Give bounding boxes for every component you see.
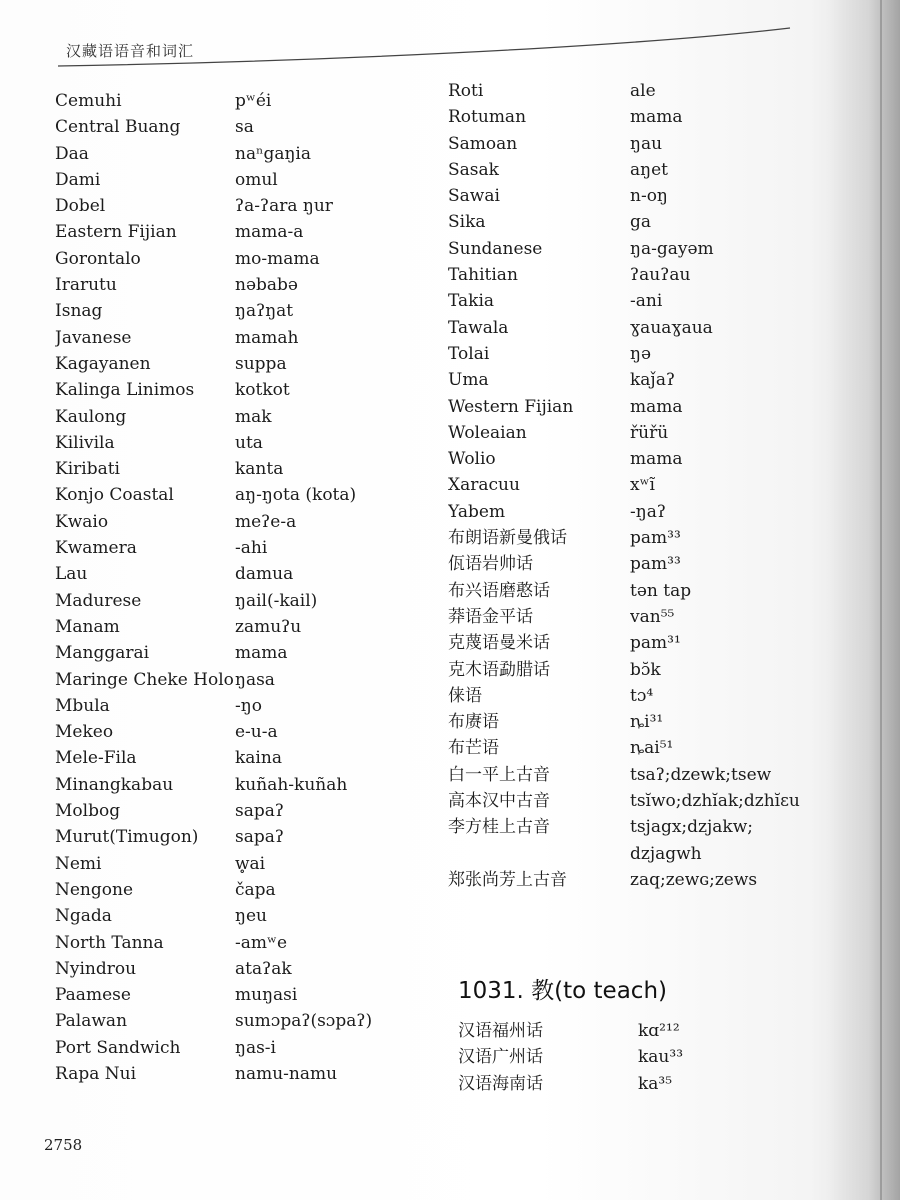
- entry-row: [55, 114, 425, 140]
- word-form: ȵai⁵¹: [630, 738, 674, 759]
- language-name: Ngada: [55, 906, 112, 927]
- word-form: -ahi: [235, 538, 268, 559]
- entry-row: [55, 772, 425, 798]
- word-form: tsjagx;dzjakw;: [630, 817, 753, 838]
- word-form: pam³³: [630, 528, 681, 549]
- entry-row: [448, 262, 808, 288]
- language-name: 克蔑语曼米话: [448, 633, 550, 654]
- language-name: Sawai: [448, 186, 500, 207]
- entry-row: [55, 404, 425, 430]
- word-form: ŋau: [630, 133, 663, 154]
- entry-row: [448, 735, 808, 761]
- language-name: Takia: [448, 291, 495, 312]
- entry-row: [55, 298, 425, 324]
- entry-row: [448, 288, 808, 314]
- entry-row: [55, 167, 425, 193]
- entry-row: [448, 472, 808, 498]
- word-form: ka³⁵: [638, 1073, 673, 1094]
- language-name: Yabem: [448, 501, 506, 522]
- language-name: Tawala: [448, 317, 509, 338]
- language-name: Sasak: [448, 159, 499, 180]
- entry-row: [448, 578, 808, 604]
- language-name: Kaulong: [55, 406, 127, 427]
- language-name: Nemi: [55, 853, 102, 874]
- language-name: 布兴语磨憨话: [448, 580, 550, 601]
- language-name: Paamese: [55, 985, 131, 1006]
- word-form: sa: [235, 117, 254, 138]
- language-name: Madurese: [55, 590, 142, 611]
- language-name: 布赓语: [448, 712, 499, 733]
- word-form: muŋasi: [235, 985, 298, 1006]
- word-form: tən tap: [630, 580, 692, 601]
- entry-row: [55, 272, 425, 298]
- section-entries: [458, 1018, 818, 1097]
- entry-row: [55, 430, 425, 456]
- language-name: Javanese: [55, 327, 132, 348]
- word-form: ȵi³¹: [630, 712, 664, 733]
- language-name: Molbog: [55, 801, 121, 822]
- word-form: ŋail(-kail): [235, 590, 318, 611]
- language-name: Kagayanen: [55, 353, 151, 374]
- entry-row: [448, 446, 808, 472]
- word-form: sapaʔ: [235, 827, 284, 848]
- language-name: Uma: [448, 370, 489, 391]
- word-form: mama: [630, 107, 683, 128]
- entry-row: [448, 78, 808, 104]
- word-form: kanta: [235, 459, 284, 480]
- word-form: aŋet: [630, 159, 668, 180]
- entry-row: [448, 236, 808, 262]
- word-form: mo-mama: [235, 248, 320, 269]
- language-name: Irarutu: [55, 275, 117, 296]
- language-name: North Tanna: [55, 932, 164, 953]
- language-name: Western Fijian: [448, 396, 574, 417]
- entry-row: [448, 867, 808, 893]
- entry-row: [448, 341, 808, 367]
- word-form: mama: [630, 449, 683, 470]
- entry-row: [448, 183, 808, 209]
- entry-row: [55, 351, 425, 377]
- language-name: Minangkabau: [55, 774, 174, 795]
- word-form: sapaʔ: [235, 801, 284, 822]
- language-name: 俫语: [448, 685, 482, 706]
- entry-row: [448, 209, 808, 235]
- language-name: 高本汉中古音: [448, 791, 550, 812]
- word-form: namu-namu: [235, 1063, 338, 1084]
- language-name: 郑张尚芳上古音: [448, 869, 567, 890]
- language-name: Rapa Nui: [55, 1063, 137, 1084]
- entry-row: [55, 982, 425, 1008]
- entry-row: [55, 640, 425, 666]
- entry-row: [55, 667, 425, 693]
- word-form: tsĭwo;dzhĭak;dzhĭɛu: [630, 791, 800, 812]
- entry-row: [55, 219, 425, 245]
- language-name: Dami: [55, 169, 101, 190]
- word-form: mama-a: [235, 222, 304, 243]
- section-heading: 1031. 教(to teach): [458, 978, 667, 1004]
- language-name: Nyindrou: [55, 958, 137, 979]
- entry-row: [55, 745, 425, 771]
- word-form: pam³³: [630, 554, 681, 575]
- language-name: Isnag: [55, 301, 103, 322]
- entry-row: [55, 824, 425, 850]
- word-form: ŋasa: [235, 669, 275, 690]
- language-name: Daa: [55, 143, 89, 164]
- word-form: ŋeu: [235, 906, 267, 927]
- entry-row: [55, 719, 425, 745]
- word-form: damua: [235, 564, 294, 585]
- word-form: mamah: [235, 327, 299, 348]
- language-name: Sika: [448, 212, 486, 233]
- language-name: Lau: [55, 564, 88, 585]
- language-name: 白一平上古音: [448, 764, 550, 785]
- language-name: Sundanese: [448, 238, 543, 259]
- language-name: [448, 841, 630, 867]
- word-form: xʷĩ: [630, 475, 655, 496]
- language-name: 汉语海南话: [458, 1073, 543, 1094]
- entry-row: [448, 499, 808, 525]
- entry-row: [55, 141, 425, 167]
- word-form: mak: [235, 406, 272, 427]
- entry-row: [55, 798, 425, 824]
- entry-row: [448, 604, 808, 630]
- word-form: suppa: [235, 353, 287, 374]
- entry-row: [448, 762, 808, 788]
- word-form: nəbabə: [235, 275, 298, 296]
- word-form: -ŋaʔ: [630, 501, 666, 522]
- entry-row: [448, 525, 808, 551]
- entry-row: [448, 420, 808, 446]
- word-form: meʔe-a: [235, 511, 297, 532]
- entry-row: [448, 104, 808, 130]
- language-name: Rotuman: [448, 107, 527, 128]
- language-name: Samoan: [448, 133, 518, 154]
- word-form: ŋas-i: [235, 1037, 276, 1058]
- entry-row: [55, 851, 425, 877]
- entry-row: [55, 456, 425, 482]
- language-name: Mbula: [55, 695, 110, 716]
- entry-row: [55, 1035, 425, 1061]
- entry-row: [55, 903, 425, 929]
- entry-row: [55, 877, 425, 903]
- word-form: ɣauaɣaua: [630, 317, 713, 338]
- word-form: pʷéi: [235, 91, 272, 111]
- entry-row: [458, 1044, 818, 1070]
- word-form: čapa: [235, 879, 276, 900]
- word-form: -ani: [630, 291, 663, 312]
- language-name: Dobel: [55, 196, 106, 217]
- word-form: ʔa-ʔara ŋur: [235, 196, 333, 217]
- word-form: n-oŋ: [630, 186, 668, 207]
- word-form: kaǰaʔ: [630, 370, 676, 391]
- entry-row: [448, 814, 808, 840]
- language-name: Kiribati: [55, 459, 120, 480]
- word-form: e-u-a: [235, 722, 278, 743]
- word-form: řüřü: [630, 422, 669, 443]
- word-form: ʔauʔau: [630, 265, 691, 286]
- word-form: ŋaʔŋat: [235, 301, 294, 322]
- word-form: kau³³: [638, 1047, 684, 1068]
- word-form: tsaʔ;dzewk;tsew: [630, 764, 772, 785]
- page-number: 2758: [44, 1136, 83, 1154]
- word-form: naⁿgaŋia: [235, 143, 311, 164]
- language-name: Woleaian: [448, 422, 527, 443]
- entry-row: [55, 588, 425, 614]
- entry-row: [448, 157, 808, 183]
- entry-row: [448, 657, 808, 683]
- entry-row: [55, 693, 425, 719]
- language-name: 汉语广州话: [458, 1047, 543, 1068]
- entry-row: [55, 930, 425, 956]
- language-name: Kwamera: [55, 538, 137, 559]
- word-form: -ŋo: [235, 695, 262, 716]
- language-name: Konjo Coastal: [55, 485, 174, 506]
- word-form: bɔ̆k: [630, 659, 661, 680]
- word-form: kotkot: [235, 380, 290, 401]
- entry-row: [55, 1008, 425, 1034]
- word-form: ga: [630, 212, 652, 233]
- word-form: ale: [630, 81, 656, 101]
- language-name: 佤语岩帅话: [448, 554, 533, 575]
- word-form: ŋa-gayəm: [630, 238, 714, 259]
- word-form: ŋə: [630, 343, 652, 364]
- language-name: Roti: [448, 81, 484, 101]
- entry-row: [55, 614, 425, 640]
- language-name: Mele-Fila: [55, 748, 137, 769]
- entry-row: [55, 956, 425, 982]
- right-column: [448, 78, 808, 893]
- language-name: Port Sandwich: [55, 1037, 181, 1058]
- word-form: van⁵⁵: [630, 606, 675, 627]
- word-form: kaina: [235, 748, 282, 769]
- language-name: Xaracuu: [448, 475, 520, 496]
- language-name: Wolio: [448, 449, 496, 470]
- entry-row: [448, 131, 808, 157]
- word-form: ataʔak: [235, 958, 292, 979]
- entry-row: [448, 315, 808, 341]
- page-edge-shadow: [830, 0, 900, 1200]
- entry-row: [55, 1061, 425, 1087]
- entry-row: [55, 193, 425, 219]
- word-form: -amʷe: [235, 932, 288, 953]
- language-name: Nengone: [55, 879, 134, 900]
- language-name: Kilivila: [55, 432, 115, 453]
- language-name: Tahitian: [448, 265, 518, 286]
- entry-row: [448, 367, 808, 393]
- language-name: 莽语金平话: [448, 606, 533, 627]
- page-edge-line: [880, 0, 882, 1200]
- entry-row: [458, 1018, 818, 1044]
- entry-row: [55, 325, 425, 351]
- word-form: mama: [235, 643, 288, 664]
- entry-row: [458, 1071, 818, 1097]
- language-name: 克木语勐腊话: [448, 659, 550, 680]
- entry-row: [448, 551, 808, 577]
- entry-row: [448, 630, 808, 656]
- word-form: pam³¹: [630, 633, 681, 654]
- word-form: zamuʔu: [235, 616, 302, 637]
- word-form: kuñah-kuñah: [235, 774, 348, 795]
- word-form: sumɔpaʔ(sɔpaʔ): [235, 1011, 373, 1032]
- word-form: kɑ²¹²: [638, 1021, 680, 1041]
- entry-row: [55, 246, 425, 272]
- entry-row: [55, 377, 425, 403]
- entry-row: [448, 709, 808, 735]
- entry-row: [55, 535, 425, 561]
- language-name: Kalinga Linimos: [55, 380, 195, 401]
- entry-row: [448, 394, 808, 420]
- entry-row: [448, 788, 808, 814]
- word-form: omul: [235, 169, 278, 190]
- word-form: uta: [235, 432, 263, 453]
- language-name: Maringe Cheke Holo: [55, 669, 234, 690]
- language-name: Cemuhi: [55, 91, 122, 111]
- word-form: mama: [630, 396, 683, 417]
- language-name: Mekeo: [55, 722, 114, 743]
- language-name: Manggarai: [55, 643, 150, 664]
- word-form: dzjagwh: [630, 843, 702, 864]
- language-name: Palawan: [55, 1011, 128, 1032]
- language-name: 布朗语新曼俄话: [448, 528, 567, 549]
- left-column: [55, 88, 425, 1087]
- language-name: Murut(Timugon): [55, 827, 199, 848]
- word-form: zaq;zewɢ;zews: [630, 869, 758, 890]
- language-name: Central Buang: [55, 117, 181, 138]
- entry-row: [55, 509, 425, 535]
- entry-row: [55, 88, 425, 114]
- language-name: Gorontalo: [55, 248, 141, 269]
- language-name: 汉语福州话: [458, 1021, 543, 1041]
- language-name: Kwaio: [55, 511, 109, 532]
- language-name: Eastern Fijian: [55, 222, 177, 243]
- word-form: aŋ-ŋota (kota): [235, 485, 357, 506]
- running-header: 汉藏语语音和词汇: [66, 42, 195, 60]
- entry-row: [448, 841, 808, 867]
- entry-row: [55, 482, 425, 508]
- language-name: 布芒语: [448, 738, 499, 759]
- entry-row: [55, 561, 425, 587]
- language-name: Manam: [55, 616, 120, 637]
- word-form: tɔ⁴: [630, 685, 654, 706]
- language-name: Tolai: [448, 343, 490, 364]
- language-name: 李方桂上古音: [448, 817, 550, 838]
- word-form: w̥ai: [235, 853, 266, 874]
- entry-row: [448, 683, 808, 709]
